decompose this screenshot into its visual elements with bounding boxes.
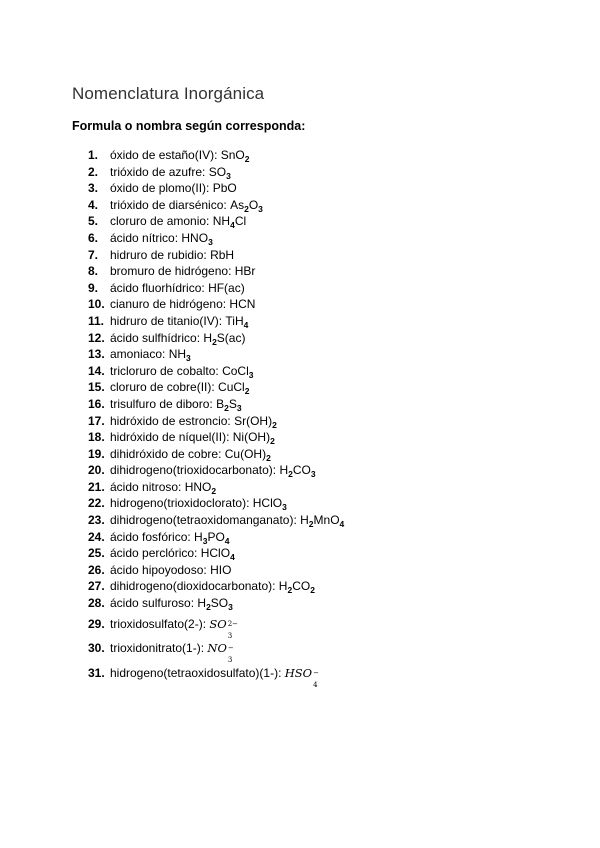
item-text — [110, 213, 246, 230]
list-item — [0, 661, 600, 689]
ion-subscript: 4 — [313, 680, 318, 689]
item-text — [110, 529, 230, 546]
ion-charge: − — [313, 668, 319, 677]
item-text — [110, 661, 322, 689]
item-number: 24. — [88, 529, 105, 544]
compound-name: ácido fosfórico: — [110, 529, 195, 544]
chemical-formula — [235, 263, 256, 280]
item-number: 31. — [88, 665, 105, 680]
formula-subscript: 2 — [211, 485, 217, 496]
compound-name: trisulfuro de diboro: — [110, 396, 217, 411]
item-text — [110, 296, 255, 313]
item-text — [110, 180, 237, 197]
formula-symbol: H — [194, 529, 203, 544]
item-number: 16. — [88, 396, 105, 411]
formula-symbol: HBr — [234, 264, 256, 279]
compound-name: ácido nítrico: — [110, 230, 182, 245]
chemical-formula — [222, 363, 253, 380]
formula-symbol: As — [230, 197, 245, 212]
formula-symbol: HClO — [252, 496, 283, 511]
formula-symbol: O — [216, 164, 227, 179]
list-item — [0, 429, 600, 446]
formula-symbol: H — [278, 579, 288, 594]
formula-subscript: 2 — [244, 386, 250, 397]
formula-symbol: S(ac) — [216, 330, 246, 345]
list-item — [0, 413, 600, 430]
formula-subscript: 2 — [244, 203, 249, 214]
list-item — [0, 595, 600, 612]
formula-symbol: NH — [212, 214, 231, 229]
formula-symbol: TiH — [225, 313, 244, 328]
formula-symbol: PO — [207, 529, 225, 544]
item-number: 10. — [88, 297, 105, 312]
formula-symbol: HClO — [200, 546, 231, 561]
item-number: 14. — [88, 363, 105, 378]
compound-name: óxido de estaño(IV): — [110, 148, 221, 162]
document-title: Nomenclatura Inorgánica — [72, 84, 265, 103]
item-number: 17. — [88, 413, 105, 428]
chemical-formula — [197, 595, 232, 612]
formula-subscript: 2 — [310, 585, 315, 596]
chemical-formula — [233, 429, 275, 446]
formula-symbol: CuCl — [218, 380, 245, 395]
formula-symbol: H — [197, 596, 207, 611]
formula-subscript: 2 — [287, 585, 293, 596]
formula-symbol: RbH — [210, 247, 235, 262]
compound-name: dihidrogeno(dioxidocarbonato): — [110, 579, 279, 594]
item-text — [110, 495, 287, 512]
chemical-formula — [225, 313, 248, 330]
list-item — [0, 545, 600, 562]
formula-subscript: 4 — [339, 519, 345, 530]
ion-base: SO — [209, 616, 227, 631]
compound-name: dihidróxido de cobre: — [110, 446, 225, 461]
item-number: 22. — [88, 496, 105, 511]
formula-symbol: H — [300, 513, 309, 528]
list-item — [0, 180, 600, 197]
chemical-formula — [203, 330, 245, 347]
formula-symbol: O — [198, 230, 209, 245]
item-number: 1. — [88, 148, 99, 162]
item-number: 15. — [88, 380, 105, 395]
item-text — [110, 230, 213, 247]
compound-name: ácido hipoyodoso: — [110, 562, 211, 577]
formula-subscript: 2 — [212, 336, 217, 347]
list-item — [0, 512, 600, 529]
list-item — [0, 612, 600, 640]
item-number: 4. — [88, 197, 99, 212]
chemical-formula — [234, 413, 277, 430]
list-item — [0, 346, 600, 363]
formula-symbol: HNO — [184, 479, 212, 494]
formula-symbol: S — [228, 396, 237, 411]
item-text — [110, 247, 234, 264]
list-item — [0, 247, 600, 264]
formula-subscript: 2 — [224, 402, 229, 413]
formula-subscript: 3 — [248, 369, 254, 380]
item-text — [110, 379, 249, 396]
ion-charge: − — [227, 644, 234, 653]
chemical-formula — [208, 280, 245, 297]
formula-symbol: Cl — [234, 214, 247, 229]
exercise-list — [0, 147, 600, 689]
formula-subscript: 3 — [186, 353, 191, 364]
item-number: 11. — [88, 313, 105, 328]
formula-symbol: S — [208, 164, 217, 179]
list-item — [0, 213, 600, 230]
item-text — [110, 363, 253, 380]
list-item — [0, 296, 600, 313]
list-item — [0, 197, 600, 214]
chemical-formula — [210, 247, 234, 264]
ion-charge: 2− — [227, 619, 239, 628]
item-text — [110, 313, 248, 330]
compound-name: ácido sulfuroso: — [110, 596, 198, 611]
chemical-formula — [279, 578, 315, 595]
item-text — [110, 512, 344, 529]
item-text — [110, 147, 250, 164]
item-text — [110, 446, 271, 463]
item-number: 23. — [88, 513, 105, 528]
formula-symbol: Sn — [220, 148, 236, 162]
item-text — [110, 197, 263, 214]
item-text — [110, 346, 191, 363]
chemical-formula — [210, 562, 231, 579]
item-number: 5. — [88, 214, 99, 229]
item-text — [110, 413, 277, 430]
chemical-formula — [201, 545, 235, 562]
item-text — [110, 396, 242, 413]
compound-name: hidruro de titanio(IV): — [110, 313, 226, 328]
ion-subscript: 3 — [227, 656, 233, 665]
item-number: 18. — [88, 430, 105, 445]
compound-name: amoniaco: — [110, 347, 169, 362]
chemical-formula — [300, 512, 344, 529]
formula-symbol: H — [279, 463, 289, 478]
compound-name: tricloruro de cobalto: — [110, 363, 223, 378]
list-item — [0, 495, 600, 512]
compound-name: hidróxido de estroncio: — [110, 413, 235, 428]
item-number: 12. — [88, 330, 105, 345]
formula-subscript: 2 — [288, 469, 293, 480]
item-number: 3. — [88, 181, 99, 196]
formula-subscript: 4 — [243, 319, 249, 330]
chemical-formula — [209, 164, 231, 181]
chemical-formula — [221, 147, 250, 164]
formula-subscript: 4 — [224, 535, 230, 546]
ion-formula — [207, 641, 237, 665]
formula-symbol: H — [203, 330, 213, 345]
formula-symbol: CO — [292, 463, 311, 478]
item-text — [110, 263, 255, 280]
formula-symbol: O — [235, 148, 245, 162]
list-item — [0, 379, 600, 396]
item-text — [110, 479, 216, 496]
formula-symbol: O — [248, 197, 259, 212]
formula-subscript: 2 — [266, 452, 271, 463]
compound-name: ácido sulfhídrico: — [110, 330, 204, 345]
compound-name: trióxido de azufre: — [110, 164, 209, 179]
compound-name: bromuro de hidrógeno: — [110, 264, 235, 279]
compound-name: trioxidonitrato(1-): — [110, 641, 208, 656]
formula-subscript: 3 — [226, 170, 231, 181]
compound-name: dihidrogeno(trioxidocarbonato): — [110, 463, 280, 478]
formula-subscript: 3 — [236, 402, 242, 413]
formula-symbol: HN — [181, 230, 199, 245]
list-item — [0, 263, 600, 280]
formula-symbol: HIO — [210, 562, 232, 577]
item-text — [110, 545, 235, 562]
chemical-formula — [213, 180, 237, 197]
item-text — [110, 612, 239, 640]
chemical-formula — [216, 396, 242, 413]
list-item — [0, 396, 600, 413]
chemical-formula — [185, 479, 216, 496]
item-number: 13. — [88, 347, 105, 362]
compound-name: óxido de plomo(II): — [110, 181, 213, 196]
item-number: 29. — [88, 616, 105, 631]
list-item — [0, 462, 600, 479]
ion-base: NO — [207, 641, 227, 656]
formula-subscript: 3 — [310, 469, 316, 480]
item-number: 2. — [88, 164, 99, 179]
chemical-formula — [279, 462, 315, 479]
chemical-formula — [169, 346, 191, 363]
item-number: 9. — [88, 280, 99, 295]
item-text — [110, 330, 245, 347]
formula-symbol: PbO — [212, 181, 237, 196]
formula-symbol: MnO — [313, 513, 340, 528]
list-item — [0, 147, 600, 164]
item-number: 28. — [88, 596, 105, 611]
list-item — [0, 280, 600, 297]
list-item — [0, 479, 600, 496]
ion-subscript: 3 — [227, 631, 233, 640]
compound-name: cloruro de amonio: — [110, 214, 213, 229]
item-text — [110, 462, 316, 479]
chemical-formula — [253, 495, 287, 512]
chemical-formula — [181, 230, 212, 247]
compound-name: hidruro de rubidio: — [110, 247, 211, 262]
item-text — [110, 595, 233, 612]
instructions-heading: Formula o nombra según corresponda: — [72, 119, 306, 133]
formula-subscript: 3 — [228, 602, 233, 613]
formula-subscript: 3 — [202, 535, 208, 546]
compound-name: hidróxido de níquel(II): — [110, 430, 233, 445]
chemical-formula — [218, 379, 249, 396]
compound-name: trioxidosulfato(2-): — [110, 616, 210, 631]
compound-name: trióxido de diarsénico: — [110, 197, 231, 212]
formula-symbol: CoCl — [222, 363, 249, 378]
formula-subscript: 2 — [206, 602, 211, 613]
item-number: 21. — [88, 479, 105, 494]
list-item — [0, 330, 600, 347]
formula-subscript: 2 — [270, 436, 275, 447]
formula-subscript: 3 — [282, 502, 287, 513]
formula-symbol: Sr(OH) — [234, 413, 273, 428]
compound-name: dihidrogeno(tetraoxidomanganato): — [110, 513, 301, 528]
formula-subscript: 2 — [244, 154, 250, 164]
chemical-formula — [225, 446, 271, 463]
formula-symbol: HCN — [229, 297, 256, 312]
chemical-formula — [230, 197, 263, 214]
compound-name: ácido nitroso: — [110, 479, 185, 494]
list-item — [0, 164, 600, 181]
formula-subscript: 3 — [258, 203, 263, 214]
formula-symbol: B — [216, 396, 225, 411]
item-text — [110, 578, 315, 595]
ion-formula — [209, 616, 239, 640]
formula-subscript: 2 — [272, 419, 277, 430]
formula-symbol: CO — [292, 579, 311, 594]
formula-subscript: 3 — [208, 236, 213, 247]
list-item — [0, 313, 600, 330]
ion-formula — [284, 665, 322, 689]
list-item — [0, 446, 600, 463]
item-text — [110, 562, 231, 579]
list-item — [0, 578, 600, 595]
item-text — [110, 636, 237, 665]
list-item — [0, 636, 600, 665]
item-number: 8. — [88, 264, 99, 279]
ion-base: HSO — [284, 665, 313, 680]
item-number: 7. — [88, 247, 99, 262]
item-number: 6. — [88, 230, 99, 245]
compound-name: ácido fluorhídrico: — [110, 280, 209, 295]
compound-name: hidrogeno(trioxidoclorato): — [110, 496, 253, 511]
list-item — [0, 363, 600, 380]
list-item — [0, 230, 600, 247]
item-number: 19. — [88, 446, 105, 461]
item-number: 27. — [88, 579, 105, 594]
compound-name: ácido perclórico: — [110, 546, 201, 561]
formula-subscript: 4 — [230, 552, 235, 563]
item-text — [110, 164, 231, 181]
item-number: 25. — [88, 546, 105, 561]
formula-subscript: 4 — [230, 220, 235, 231]
formula-symbol: Cu(OH) — [224, 446, 267, 461]
item-number: 30. — [88, 641, 105, 656]
item-text — [110, 280, 245, 297]
item-text — [110, 429, 275, 446]
item-number: 20. — [88, 463, 105, 478]
chemical-formula — [213, 213, 246, 230]
compound-name: cloruro de cobre(II): — [110, 380, 219, 395]
item-number: 26. — [88, 562, 105, 577]
list-item — [0, 529, 600, 546]
formula-subscript: 2 — [308, 519, 314, 530]
list-item — [0, 562, 600, 579]
formula-symbol: Ni(OH) — [232, 430, 271, 445]
compound-name: hidrogeno(tetraoxidosulfato)(1-): — [110, 665, 285, 680]
chemical-formula — [229, 296, 255, 313]
compound-name: cianuro de hidrógeno: — [110, 297, 230, 312]
chemical-formula — [194, 529, 229, 546]
formula-symbol: HF(ac) — [208, 280, 245, 295]
formula-symbol: SO — [210, 596, 229, 611]
formula-symbol: NH — [168, 347, 187, 362]
